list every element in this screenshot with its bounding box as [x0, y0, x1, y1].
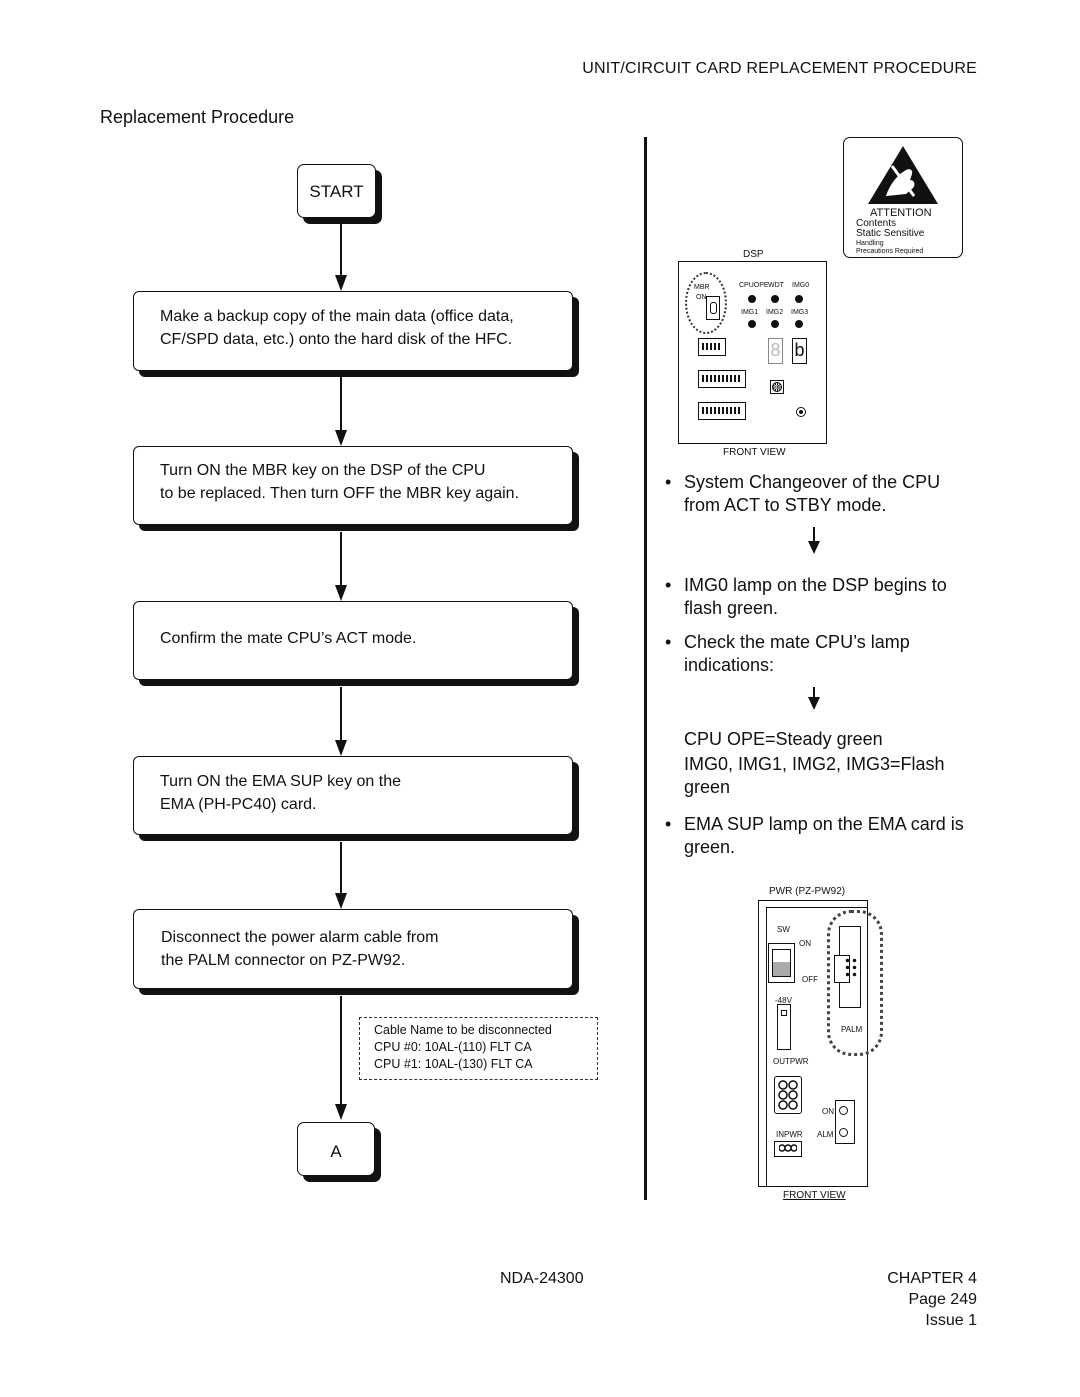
connector-label: A	[330, 1142, 342, 1161]
seven-segment-display-2: b	[792, 338, 807, 364]
lamp-img1	[748, 320, 756, 328]
esd-warning-icon	[866, 144, 940, 206]
step-text-line: CF/SPD data, etc.) onto the hard disk of the HFC.	[160, 331, 513, 348]
attention-line: Static Sensitive	[856, 228, 925, 239]
result-text-line: IMG0, IMG1, IMG2, IMG3=Flash	[684, 754, 945, 774]
dsp-caption: FRONT VIEW	[723, 447, 786, 458]
start-label: START	[309, 182, 364, 201]
dip-switch-4	[698, 338, 726, 356]
seven-segment-display-1: 8	[768, 338, 783, 364]
alm-lamp	[839, 1128, 848, 1137]
inpwr-label: INPWR	[776, 1130, 803, 1139]
flow-connector	[340, 532, 342, 587]
breaker-48v	[777, 1004, 791, 1050]
lamp-img0	[795, 295, 803, 303]
dip-switch-8b	[698, 402, 746, 420]
sw-on-label: ON	[799, 939, 811, 948]
cable-note-title: Cable Name to be disconnected	[374, 1023, 552, 1037]
bullet-glyph: •	[665, 814, 672, 834]
issue-number: Issue 1	[925, 1312, 977, 1329]
rotary-switch	[770, 380, 784, 394]
palm-label: PALM	[841, 1025, 863, 1034]
chapter-label: CHAPTER 4	[887, 1270, 977, 1287]
bullet-text-line: System Changeover of the CPU	[684, 472, 941, 492]
cable-note-cpu0: CPU #0: 10AL-(110) FLT CA	[374, 1040, 532, 1054]
bullet-text-line: from ACT to STBY mode.	[684, 495, 887, 515]
process-step-ema-sup	[133, 756, 573, 835]
flow-connector	[340, 220, 342, 278]
mbr-on-label: ON	[696, 294, 707, 301]
result-cpu-ope: CPU OPE=Steady green	[684, 729, 883, 749]
bullet-glyph: •	[665, 472, 672, 492]
step-text-line: Confirm the mate CPU’s ACT mode.	[160, 630, 417, 647]
step-text-line: EMA (PH-PC40) card.	[160, 796, 317, 813]
bullet-text-line: flash green.	[684, 598, 779, 618]
process-step-mbr-key	[133, 446, 573, 525]
result-text-line: green	[684, 777, 731, 797]
doc-number: NDA-24300	[500, 1270, 584, 1287]
bullet-text-line: green.	[684, 837, 736, 857]
step-text-line: the PALM connector on PZ-PW92.	[161, 952, 406, 969]
arrow-down-icon	[335, 430, 347, 446]
attention-title: ATTENTION	[870, 207, 932, 219]
palm-connector	[839, 926, 861, 1008]
reset-button	[796, 407, 806, 417]
cable-note	[359, 1017, 598, 1080]
page-number: Page 249	[908, 1291, 977, 1308]
lamp-img3	[795, 320, 803, 328]
arrow-down-icon	[335, 585, 347, 601]
lamp-wdt	[771, 295, 779, 303]
bullet-glyph: •	[665, 575, 672, 595]
step-text-line: Turn ON the EMA SUP key on the	[160, 773, 401, 790]
lamp-label-img0: IMG0	[792, 282, 810, 289]
on-lamp-label: ON	[822, 1107, 834, 1116]
outpwr-label: OUTPWR	[773, 1057, 809, 1066]
lamp-img2	[771, 320, 779, 328]
lamp-label-img2: IMG2	[766, 309, 784, 316]
pwr-title: PWR (PZ-PW92)	[769, 886, 846, 897]
section-title: Replacement Procedure	[100, 107, 295, 127]
bullet-glyph: •	[665, 632, 672, 652]
lamp-label-img1: IMG1	[741, 309, 759, 316]
lamp-cpuope	[748, 295, 756, 303]
connector-terminal-a	[297, 1122, 375, 1176]
esd-attention-label	[843, 137, 963, 258]
step-text-line: Disconnect the power alarm cable from	[161, 929, 439, 946]
pwr-caption: FRONT VIEW	[783, 1190, 846, 1201]
power-switch	[768, 943, 795, 983]
outpwr-connector	[774, 1076, 802, 1114]
lamp-label-cpuope: CPUOPE	[739, 282, 769, 289]
dip-switch-8a	[698, 370, 746, 388]
mbr-label: MBR	[694, 284, 710, 291]
arrow-down-icon	[335, 1104, 347, 1120]
arrow-down-icon	[335, 275, 347, 291]
arrow-down-icon	[808, 541, 820, 554]
result-img-lamps	[684, 753, 945, 799]
flow-connector	[340, 996, 342, 1106]
bullet-text-line: EMA SUP lamp on the EMA card is	[684, 814, 964, 834]
on-lamp	[839, 1106, 848, 1115]
attention-line: Precautions Required	[856, 248, 924, 255]
sw-label: SW	[777, 925, 790, 934]
sw-off-label: OFF	[802, 975, 818, 984]
bullet-text-line: Check the mate CPU’s lamp	[684, 632, 910, 652]
process-step-disconnect-palm	[133, 909, 573, 989]
bullet-text-line: IMG0 lamp on the DSP begins to	[684, 575, 947, 595]
running-header: UNIT/CIRCUIT CARD REPLACEMENT PROCEDURE	[582, 60, 977, 77]
dsp-title: DSP	[743, 249, 764, 260]
process-step-confirm-act	[133, 601, 573, 680]
dsp-front-panel	[678, 261, 827, 444]
arrow-down-icon	[335, 893, 347, 909]
mbr-key-switch	[706, 296, 720, 320]
pwr-front-panel	[758, 900, 868, 1187]
attention-line: Handling	[856, 240, 884, 247]
attention-line: Contents	[856, 218, 897, 229]
step-text-line: Make a backup copy of the main data (office data,	[160, 308, 514, 325]
arrow-down-icon	[335, 740, 347, 756]
lamp-label-img3: IMG3	[791, 309, 809, 316]
start-terminal	[297, 164, 376, 218]
arrow-down-icon	[808, 697, 820, 710]
bullet-text-line: indications:	[684, 655, 775, 675]
inpwr-connector	[774, 1141, 802, 1157]
column-divider	[644, 137, 647, 1200]
step-text-line: to be replaced. Then turn OFF the MBR key again.	[160, 485, 519, 502]
step-text-line: Turn ON the MBR key on the DSP of the CPU	[160, 462, 486, 479]
flow-connector	[340, 687, 342, 742]
lamp-label-wdt: WDT	[768, 282, 784, 289]
flow-connector	[340, 842, 342, 895]
cable-note-cpu1: CPU #1: 10AL-(130) FLT CA	[374, 1057, 533, 1071]
v48-label: -48V	[775, 996, 792, 1005]
alm-lamp-label: ALM	[817, 1130, 834, 1139]
flow-connector	[340, 377, 342, 432]
process-step-backup	[133, 291, 573, 371]
